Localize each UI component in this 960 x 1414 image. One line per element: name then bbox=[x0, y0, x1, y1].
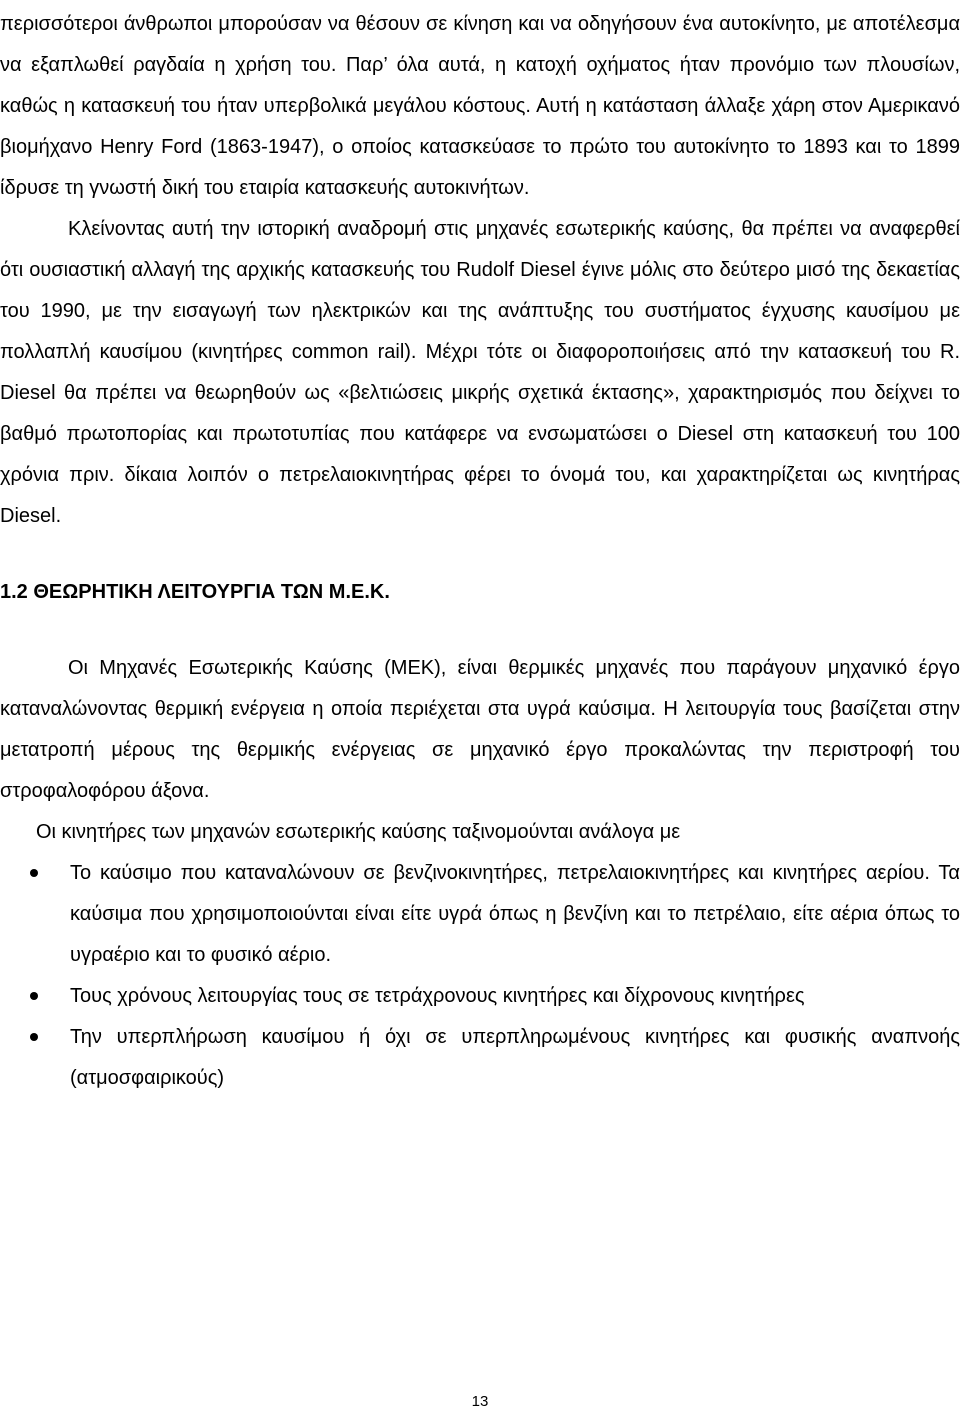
bullet-dot-icon bbox=[30, 869, 38, 877]
paragraph-classification-intro: Οι κινητήρες των μηχανών εσωτερικής καύσης ταξινομούνται ανάλογα με bbox=[36, 821, 681, 843]
list-item bbox=[0, 1017, 960, 1099]
section-heading: 1.2 ΘΕΩΡΗΤΙΚΗ ΛΕΙΤΟΥΡΓΙΑ ΤΩΝ Μ.Ε.Κ. bbox=[0, 581, 390, 603]
list-item-text: Την υπερπλήρωση καυσίμου ή όχι σε υπερπληρωμένους κινητήρες και φυσικής αναπνοής (ατμοσφαιρικούς) bbox=[70, 1026, 960, 1089]
paragraph-mek-definition: Οι Μηχανές Εσωτερικής Καύσης (ΜΕΚ), είναι θερμικές μηχανές που παράγουν μηχανικό έργο καταναλώνοντας θερμική ενέργεια η οποία περιέχεται στα υγρά καύσιμα. Η λειτουργία τους βασίζεται στην μετατροπή μέρους της θερμικής ενέργειας σε μηχανικό έργο προκαλώντας την περιστροφή του στροφαλοφόρου άξονα. bbox=[0, 657, 960, 802]
page-number: 13 bbox=[471, 1393, 489, 1410]
bullet-dot-icon bbox=[30, 992, 38, 1000]
list-item bbox=[0, 976, 960, 1017]
list-item-text: Τους χρόνους λειτουργίας τους σε τετράχρονους κινητήρες και δίχρονους κινητήρες bbox=[70, 985, 805, 1007]
paragraph-history-diesel: Κλείνοντας αυτή την ιστορική αναδρομή στις μηχανές εσωτερικής καύσης, θα πρέπει να αναφερθεί ότι ουσιαστική αλλαγή της αρχικής κατασκευής του Rudolf Diesel έγινε μόλις στο δεύτερο μισό της δεκαετίας του 1990, με την εισαγωγή των ηλεκτρικών και της ανάπτυξης του συστήματος έγχυσης καυσίμου με πολλαπλή καυσίμου (κινητήρες common rail). Μέχρι τότε οι διαφοροποιήσεις από την κατασκευή του R. Diesel θα πρέπει να θεωρηθούν ως «βελτιώσεις μικρής σχετικά έκτασης», χαρακτηρισμός που δείχνει το βαθμό πρωτοπορίας και πρωτοτυπίας που κατάφερε να ενσωματώσει ο Diesel στη κατασκευή του 100 χρόνια πριν. δίκαια λοιπόν ο πετρελαιοκινητήρας φέρει το όνομά του, και χαρακτηρίζεται ως κινητήρας Diesel. bbox=[0, 218, 960, 527]
classification-list bbox=[0, 853, 960, 1099]
bullet-dot-icon bbox=[30, 1033, 38, 1041]
list-item bbox=[0, 853, 960, 976]
paragraph-history-ford: περισσότεροι άνθρωποι μπορούσαν να θέσουν σε κίνηση και να οδηγήσουν ένα αυτοκίνητο, με αποτέλεσμα να εξαπλωθεί ραγδαία η χρήση του. Παρ’ όλα αυτά, η κατοχή οχήματος ήταν προνόμιο των πλουσίων, καθώς η κατασκευή του ήταν υπερβολικά μεγάλου κόστους. Αυτή η κατάσταση άλλαξε χάρη στον Αμερικανό βιομήχανο Henry Ford (1863-1947), ο οποίος κατασκεύασε το πρώτο του αυτοκίνητο το 1893 και το 1899 ίδρυσε τη γνωστή δική του εταιρία κατασκευής αυτοκινήτων. bbox=[0, 13, 960, 199]
list-item-text: Το καύσιμο που καταναλώνουν σε βενζινοκινητήρες, πετρελαιοκινητήρες και κινητήρες αερίου. Τα καύσιμα που χρησιμοποιούνται είναι είτε υγρά όπως η βενζίνη και το πετρέλαιο, είτε αέρια όπως το υγραέριο και το φυσικό αέριο. bbox=[70, 862, 960, 966]
document-body bbox=[0, 4, 960, 1099]
